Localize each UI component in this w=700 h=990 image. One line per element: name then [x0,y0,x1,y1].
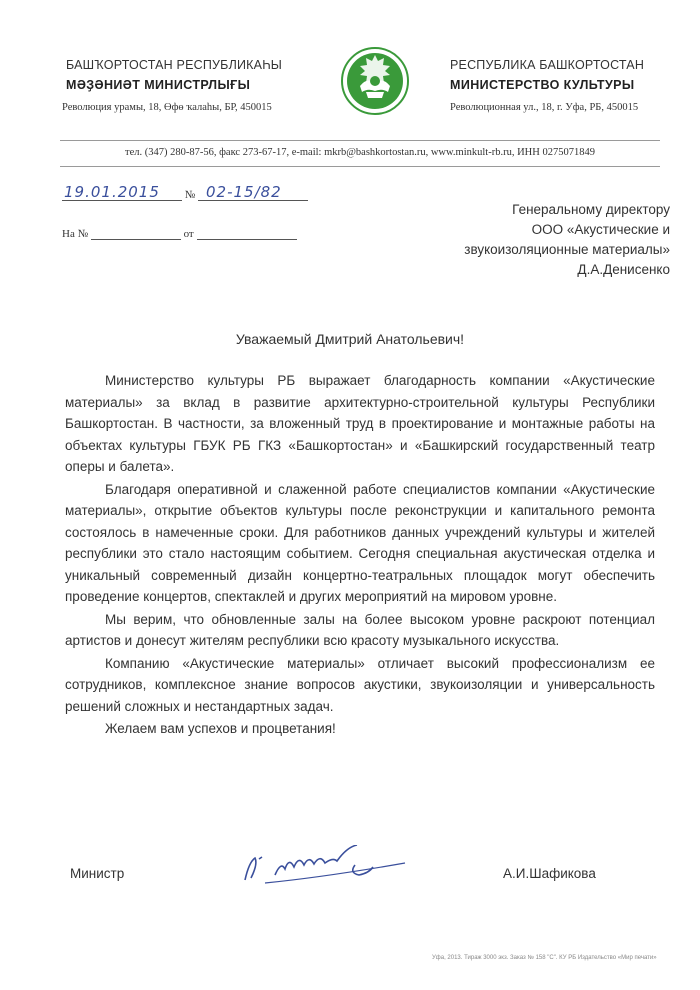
from-blank [197,227,297,240]
header-divider-bottom [60,166,660,167]
outgoing-reference [62,183,308,201]
print-note: Уфа, 2013. Тираж 3000 экз. Заказ № 158 "С". КУ РБ Издательство «Мир печати» [432,955,657,961]
paragraph: Министерство культуры РБ выражает благодарность компании «Акустические материалы» за вклад в развитие архитектурно-строительной культуры Республики Башкортостан. В частности, за вложенный труд в проектирование и монтажные работы на объектах культуры ГБУК РБ ГКЗ «Башкортостан» и «Башкирский государственный театр оперы и балета». [65,373,655,474]
incoming-reference [62,227,297,240]
paragraph: Желаем вам успехов и процветания! [105,721,336,736]
header-right-republic: РЕСПУБЛИКА БАШКОРТОСТАН [450,58,645,72]
header-left-ministry: МӘҘӘНИӘТ МИНИСТРЛЫҒЫ [66,78,251,92]
number-label: № [184,189,196,201]
addressee-company-2: звукоизоляционные материалы» [464,242,670,257]
header-divider-top [60,140,660,141]
handwritten-signature-icon [235,845,415,890]
addressee-name: Д.А.Денисенко [577,262,670,277]
letter-body [65,370,655,741]
header-right-block [450,58,680,113]
paragraph: Компанию «Акустические материалы» отличает высокий профессионализм ее сотрудников, комплексное знание вопросов акустики, звукоизоляции и универсальность решений сложных и нестандартных задач. [65,655,655,714]
on-number-label: На № [62,228,89,240]
paragraph: Благодаря оперативной и слаженной работе специалистов компании «Акустические материалы», открытие объектов культуры после реконструкции и капитального ремонта состоялось в намеченные сроки. Для работников данных учреждений культуры и жителей республики это стало настоящим событием. Сегодня специальная акустическая отделка и уникальный современный дизайн концертно-театральных площадок могут обеспечить проведение концертов, спектаклей и других мероприятий на мировом уровне. [65,481,655,604]
header-left-block [62,58,332,113]
header-right-address: Революционная ул., 18, г. Уфа, РБ, 450015 [450,102,639,113]
outgoing-date: 19.01.2015 [64,183,160,201]
from-label: от [183,228,194,240]
header-left-address: Революция урамы, 18, Өфө ҡалаһы, БР, 450015 [62,102,272,113]
addressee-block [430,200,670,280]
bashkortostan-emblem-icon [340,46,410,116]
number-blank [198,183,308,201]
addressee-company-1: ООО «Акустические и [531,222,670,237]
outgoing-number: 02-15/82 [206,183,282,201]
signatory-name: А.И.Шафикова [503,866,596,881]
date-blank [62,183,182,201]
contact-line: тел. (347) 280-87-56, факс 273-67-17, e-mail: mkrb@bashkortostan.ru, www.minkult-rb.ru, ИНН 0275071849 [125,147,595,158]
salutation: Уважаемый Дмитрий Анатольевич! [235,331,465,347]
header-left-republic: БАШҠОРТОСТАН РЕСПУБЛИКАҺЫ [66,58,282,72]
paragraph: Мы верим, что обновленные залы на более высоком уровне раскроют потенциал артистов и донесут жителям республики всю красоту музыкального искусства. [65,611,655,648]
on-number-blank [91,227,181,240]
addressee-position: Генеральному директору [512,202,670,217]
signatory-title: Министр [70,866,125,881]
header-right-ministry: МИНИСТЕРСТВО КУЛЬТУРЫ [450,78,635,92]
